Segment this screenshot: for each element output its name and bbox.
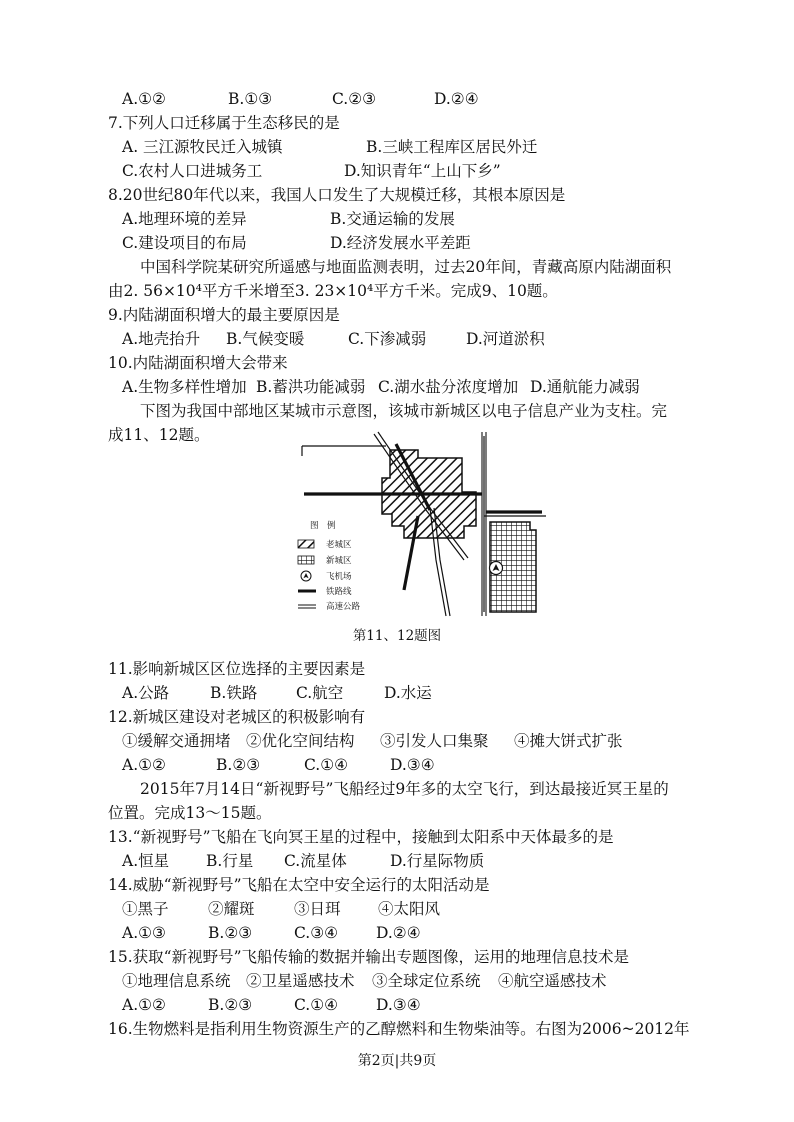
options-line [122, 232, 471, 254]
text-line: 下图为我国中部地区某城市示意图，该城市新城区以电子信息产业为支柱。完 [140, 402, 668, 420]
legend-railway: 铁路线 [326, 587, 352, 597]
text-line: 中国科学院某研究所遥感与地面监测表明，过去20年间，青藏高原内陆湖面积 [140, 258, 672, 276]
option-item: C.湖水盐分浓度增加 [378, 378, 519, 396]
text-line: 2015年7月14日“新视野号”飞船经过9年多的太空飞行，到达最接近冥王星的 [140, 780, 669, 798]
option-item: B.行星 [206, 852, 254, 870]
option-item: ④摊大饼式扩张 [514, 732, 623, 750]
option-item: ①黑子 [122, 900, 169, 918]
options-line [122, 88, 479, 110]
text-line: 8.20世纪80年代以来，我国人口发生了大规模迁移，其根本原因是 [108, 186, 566, 204]
legend-old-city: 老城区 [326, 540, 352, 550]
option-item: ③引发人口集聚 [380, 732, 489, 750]
option-item: A.地壳抬升 [122, 330, 201, 348]
legend-airport: 飞机场 [326, 572, 352, 582]
option-item: ③日珥 [294, 900, 341, 918]
text-line: 12.新城区建设对老城区的积极影响有 [108, 708, 366, 726]
text-line: 10.内陆湖面积增大会带来 [108, 354, 288, 372]
option-item: C.①④ [304, 756, 349, 774]
option-item: A.生物多样性增加 [122, 378, 247, 396]
city-sketch-map [296, 430, 556, 620]
option-item: C.下渗减弱 [348, 330, 427, 348]
option-item: B.铁路 [210, 684, 258, 702]
option-item: C.航空 [296, 684, 344, 702]
options-line [122, 754, 435, 776]
option-item: C.③④ [294, 924, 339, 942]
option-item: B.②③ [208, 996, 253, 1014]
option-item: C.流星体 [284, 852, 347, 870]
option-item: ②卫星遥感技术 [246, 972, 355, 990]
option-item: ①地理信息系统 [122, 972, 231, 990]
option-item: A.①② [122, 996, 166, 1014]
option-item: D.通航能力减弱 [530, 378, 640, 396]
options-line [122, 850, 484, 872]
text-line: 成11、12题。 [108, 426, 210, 444]
legend-new-city: 新城区 [326, 556, 352, 566]
legend-title: 图 例 [310, 521, 336, 531]
option-item: A.公路 [122, 684, 170, 702]
option-item: C.②③ [332, 90, 377, 108]
option-item: A. 三江源牧民迁入城镇 [122, 138, 283, 156]
options-line [122, 730, 623, 752]
option-item: D.河道淤积 [466, 330, 545, 348]
option-item: A.①② [122, 90, 166, 108]
option-item: C.建设项目的布局 [122, 234, 247, 252]
option-item: C.①④ [294, 996, 339, 1014]
options-line [122, 682, 432, 704]
text-line: 14.威胁“新视野号”飞船在太空中安全运行的太阳活动是 [108, 876, 490, 894]
text-line: 由2. 56×10⁴平方千米增至3. 23×10⁴平方千米。完成9、10题。 [108, 282, 558, 300]
option-item: ④太阳风 [378, 900, 441, 918]
text-line: 7.下列人口迁移属于生态移民的是 [108, 114, 340, 132]
text-line: 16.生物燃料是指利用生物资源生产的乙醇燃料和生物柴油等。右图为2006~2012年 [108, 1020, 690, 1038]
option-item: B.交通运输的发展 [330, 210, 455, 228]
option-item: B.蓄洪功能减弱 [256, 378, 366, 396]
text-line: 13.“新视野号”飞船在飞向冥王星的过程中，接触到太阳系中天体最多的是 [108, 828, 614, 846]
option-item: ④航空遥感技术 [498, 972, 607, 990]
option-item: D.行星际物质 [390, 852, 485, 870]
option-item: B.气候变暖 [226, 330, 305, 348]
option-item: A.地理环境的差异 [122, 210, 247, 228]
option-item: ③全球定位系统 [372, 972, 481, 990]
options-line [122, 328, 545, 350]
figure-caption: 第11、12题图 [352, 628, 442, 644]
airport-icon [490, 562, 503, 575]
option-item: ②优化空间结构 [246, 732, 355, 750]
option-item: D.经济发展水平差距 [330, 234, 471, 252]
option-item: D.②④ [376, 924, 421, 942]
options-line [122, 994, 421, 1016]
option-item: D.③④ [376, 996, 421, 1014]
legend-highway: 高速公路 [326, 602, 361, 612]
option-item: A.①② [122, 756, 166, 774]
option-item: D.②④ [434, 90, 479, 108]
option-item: ②耀斑 [208, 900, 255, 918]
options-line [122, 376, 640, 398]
option-item: B.三峡工程库区居民外迁 [366, 138, 538, 156]
text-line: 15.获取“新视野号”飞船传输的数据并输出专题图像，运用的地理信息技术是 [108, 948, 630, 966]
page-footer: 第2页|共9页 [357, 1053, 437, 1069]
option-item: D.③④ [390, 756, 435, 774]
options-line [122, 970, 607, 992]
option-item: B.②③ [208, 924, 253, 942]
text-line: 位置。完成13～15题。 [108, 804, 272, 822]
options-line [122, 208, 455, 230]
text-line: 9.内陆湖面积增大的最主要原因是 [108, 306, 340, 324]
option-item: ①缓解交通拥堵 [122, 732, 231, 750]
option-item: B.②③ [216, 756, 261, 774]
options-line [122, 898, 440, 920]
option-item: A.①③ [122, 924, 166, 942]
option-item: C.农村人口进城务工 [122, 162, 263, 180]
options-line [122, 922, 421, 944]
options-line [122, 160, 501, 182]
option-item: A.恒星 [122, 852, 170, 870]
options-line [122, 136, 537, 158]
text-line: 11.影响新城区区位选择的主要因素是 [108, 660, 366, 678]
option-item: D.知识青年“上山下乡” [344, 162, 501, 180]
option-item: D.水运 [384, 684, 432, 702]
option-item: B.①③ [228, 90, 273, 108]
